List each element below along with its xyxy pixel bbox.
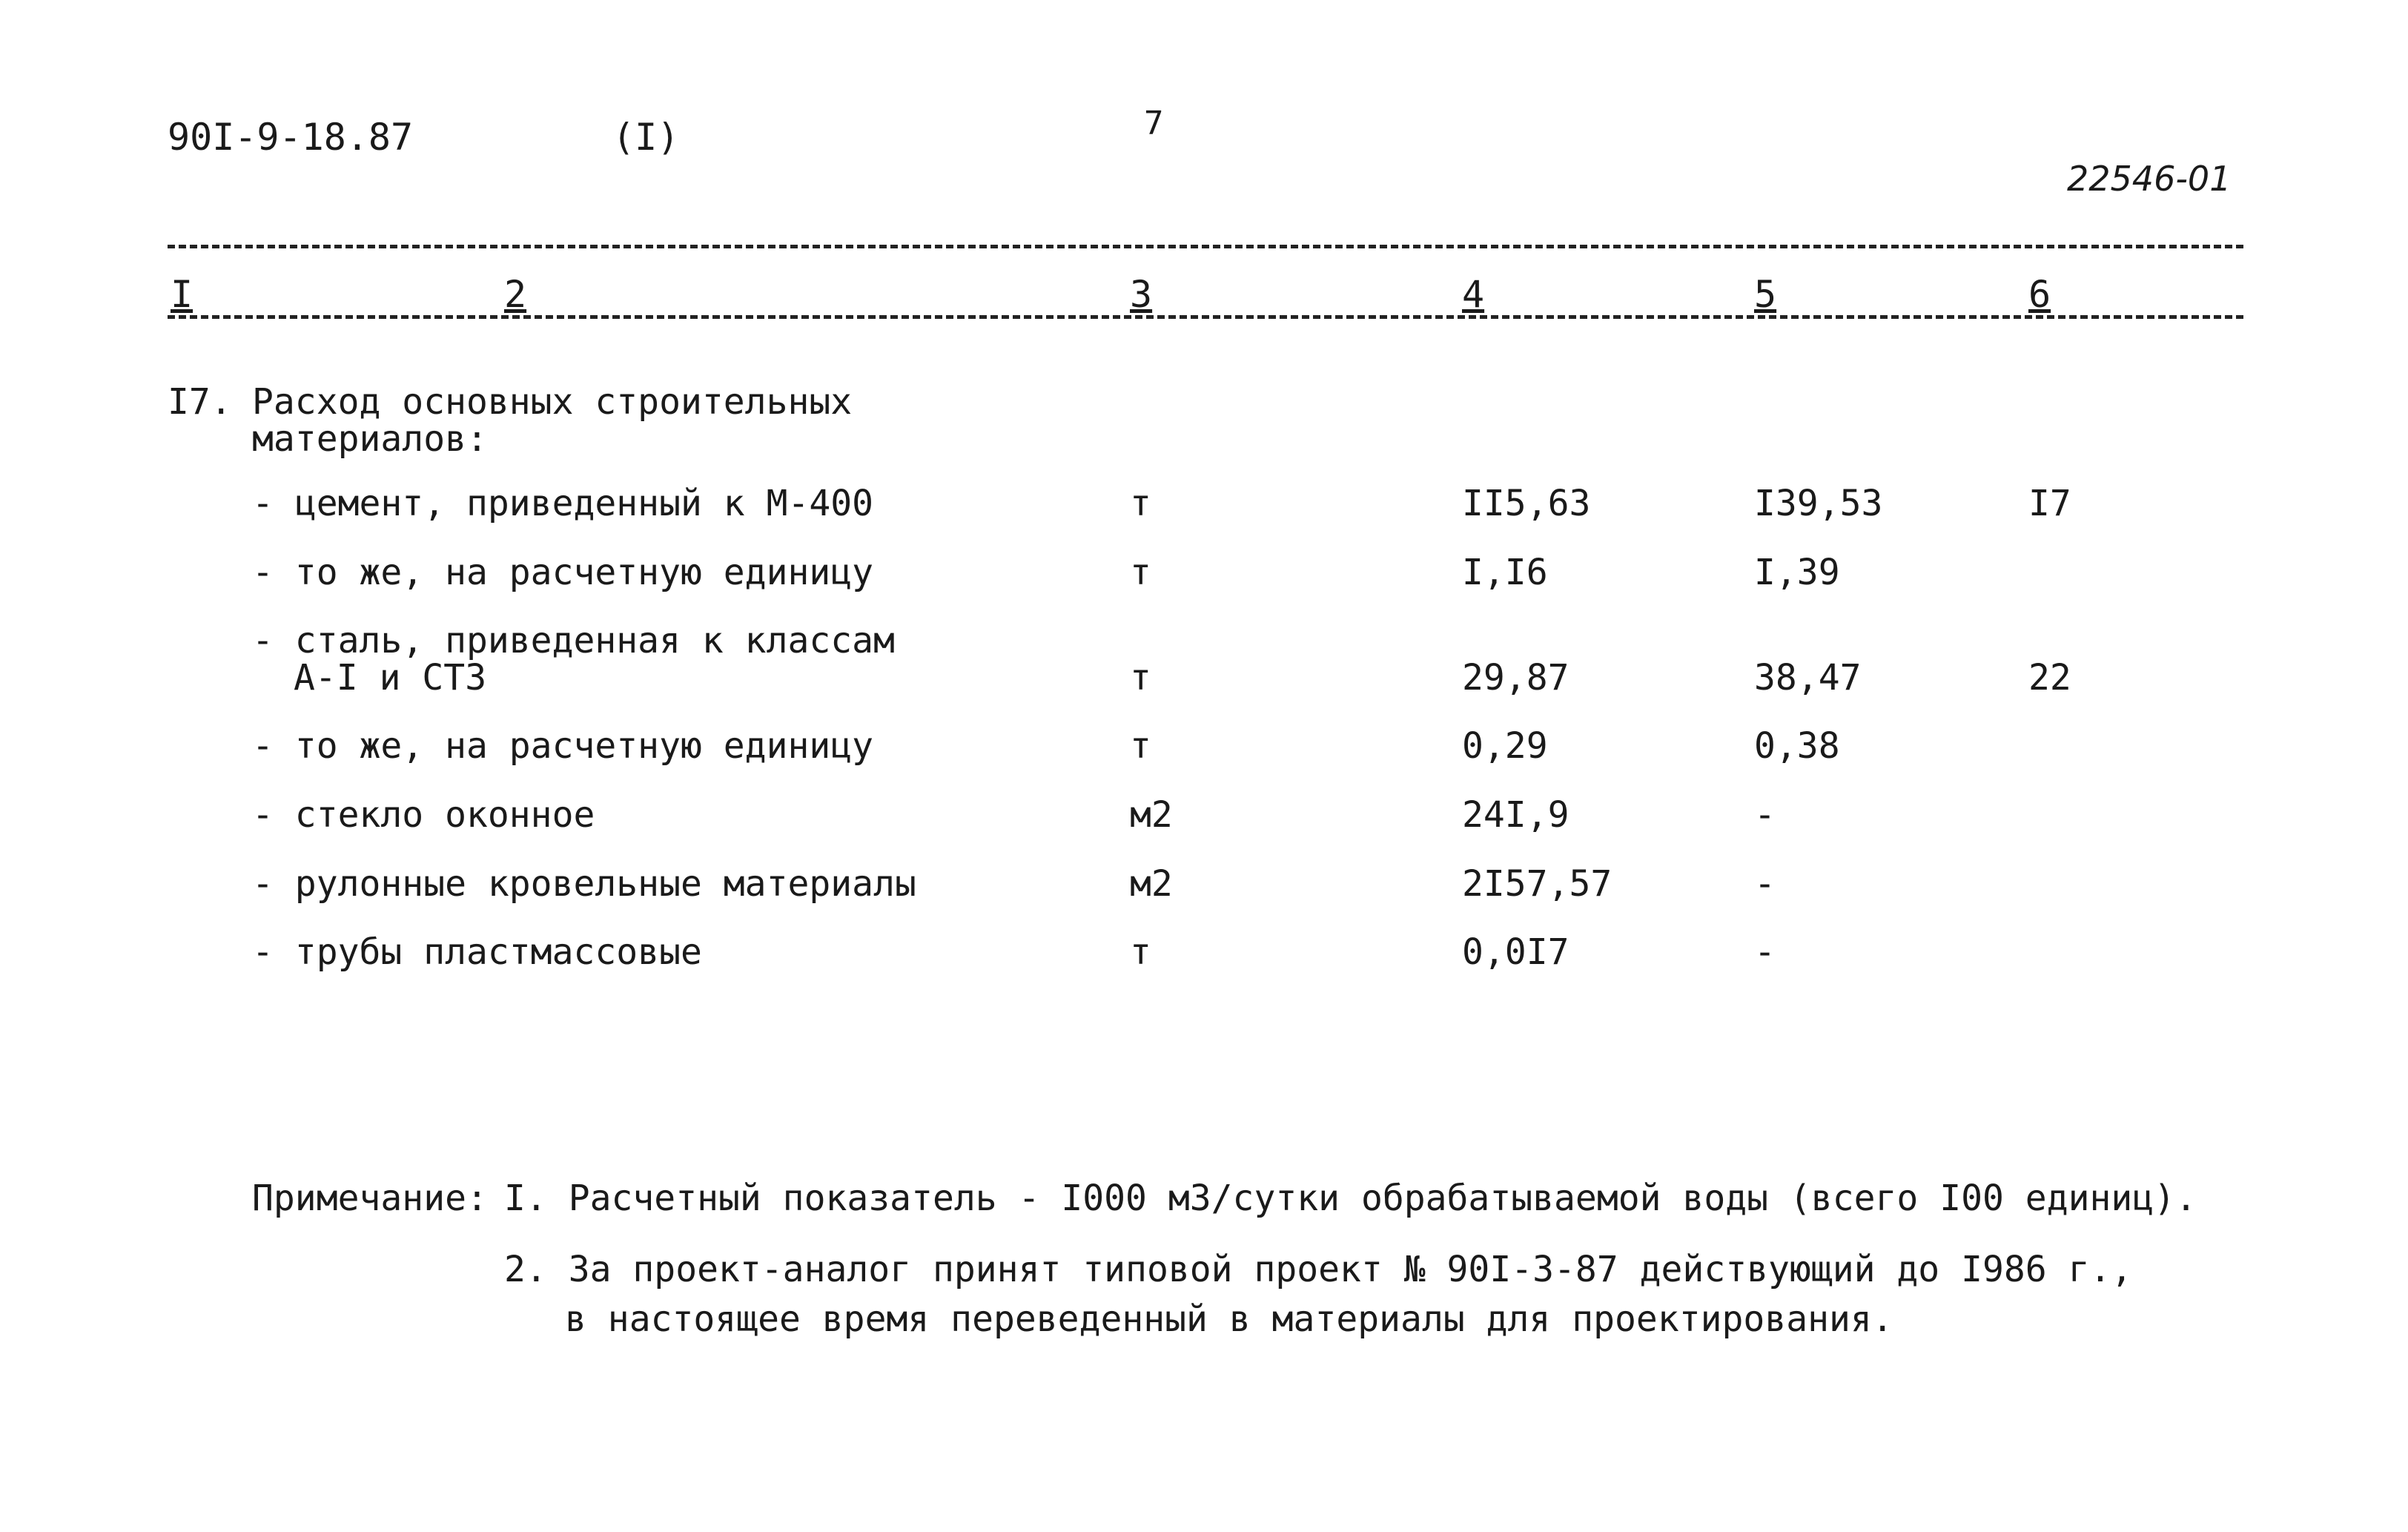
column-header-6: 6 <box>2028 273 2051 316</box>
document-part: (I) <box>612 116 680 159</box>
notes-prefix: Примечание: <box>252 1178 488 1219</box>
table-cell-col5: - <box>1754 794 1776 836</box>
note-2-line1: 2. За проект-аналог принят типовой проект № 90I-3-87 действующий до I986 г., <box>504 1249 2133 1290</box>
table-cell-col4: 0,0I7 <box>1462 931 1570 973</box>
table-cell-col4: 24I,9 <box>1462 794 1570 836</box>
document-code: 90I-9-18.87 <box>168 116 414 159</box>
table-cell-col5: I,39 <box>1754 552 1840 593</box>
table-row-label: - трубы пластмассовые <box>252 931 702 973</box>
table-cell-col5: 0,38 <box>1754 725 1840 767</box>
table-cell-col5: - <box>1754 863 1776 905</box>
table-cell-unit: т <box>1130 552 1151 593</box>
table-cell-col5: - <box>1754 931 1776 973</box>
table-cell-unit: т <box>1130 483 1151 524</box>
page-number: 7 <box>1144 105 1164 142</box>
table-row-label: - сталь, приведенная к классам <box>252 620 895 661</box>
table-row-label: - то же, на расчетную единицу <box>252 552 874 593</box>
column-header-4: 4 <box>1462 273 1485 316</box>
header-dashed-rule <box>168 315 2243 319</box>
table-cell-col5: 38,47 <box>1754 657 1862 699</box>
table-cell-unit: м2 <box>1130 863 1173 905</box>
column-header-1: I <box>171 273 194 316</box>
table-row-label: - то же, на расчетную единицу <box>252 725 874 767</box>
table-cell-col4: 2I57,57 <box>1462 863 1612 905</box>
table-row-label: - стекло оконное <box>252 794 595 836</box>
column-header-2: 2 <box>504 273 527 316</box>
column-header-3: 3 <box>1130 273 1153 316</box>
table-cell-unit: т <box>1130 657 1151 699</box>
table-cell-unit: м2 <box>1130 794 1173 836</box>
table-cell-col6: I7 <box>2028 483 2071 524</box>
table-cell-col4: II5,63 <box>1462 483 1591 524</box>
inventory-number: 22546-01 <box>2067 159 2232 199</box>
table-cell-col4: I,I6 <box>1462 552 1548 593</box>
table-row-label-continuation: А-I и СТ3 <box>294 657 487 699</box>
column-header-5: 5 <box>1754 273 1777 316</box>
section-title-line1: Расход основных строительных <box>252 381 853 423</box>
table-cell-col4: 0,29 <box>1462 725 1548 767</box>
table-row-label: - рулонные кровельные материалы <box>252 863 916 905</box>
table-cell-col4: 29,87 <box>1462 657 1570 699</box>
section-title-line2: материалов: <box>252 418 488 460</box>
table-cell-col5: I39,53 <box>1754 483 1883 524</box>
section-number: I7. <box>168 381 232 423</box>
table-cell-col6: 22 <box>2028 657 2071 699</box>
table-row-label: - цемент, приведенный к М-400 <box>252 483 874 524</box>
top-dashed-rule <box>168 245 2243 248</box>
table-cell-unit: т <box>1130 931 1151 973</box>
note-1: I. Расчетный показатель - I000 м3/сутки обрабатываемой воды (всего I00 единиц). <box>504 1178 2197 1219</box>
table-cell-unit: т <box>1130 725 1151 767</box>
note-2-line2: в настоящее время переведенный в материалы для проектирования. <box>565 1298 1893 1340</box>
